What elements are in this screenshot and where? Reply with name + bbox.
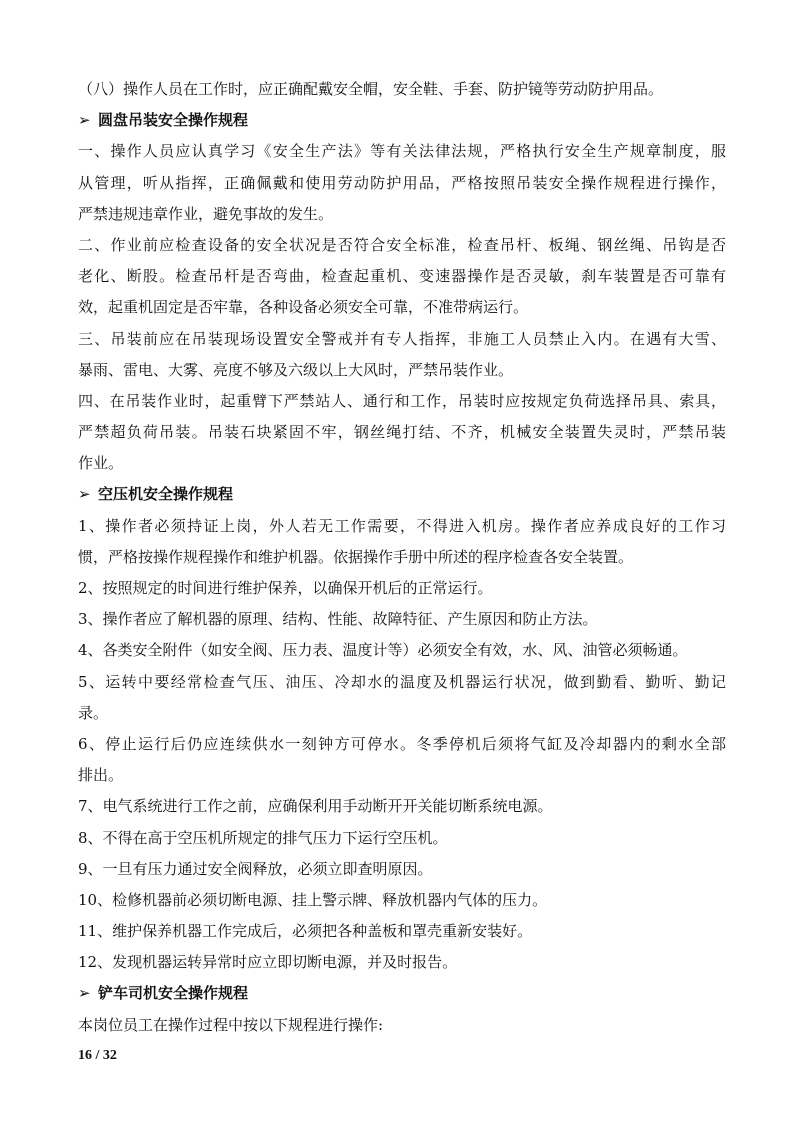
section-heading-text: 圆盘吊装安全操作规程 [98, 111, 249, 130]
text-line: 效，起重机固定是否牢靠，各种设备必须安全可靠，不准带病运行。 [78, 298, 529, 317]
text-line: 3、操作者应了解机器的原理、结构、性能、故障特征、产生原因和防止方法。 [78, 610, 598, 629]
text-line: 10、检修机器前必须切断电源、挂上警示牌、释放机器内气体的压力。 [78, 890, 548, 909]
text-line: 2、按照规定的时间进行维护保养，以确保开机后的正常运行。 [78, 579, 493, 597]
text-line: 作业。 [78, 454, 124, 473]
section-heading-text: 铲车司机安全操作规程 [98, 984, 249, 1003]
text-line: 9、一旦有压力通过安全阀释放，必须立即查明原因。 [78, 859, 433, 878]
text-line: 1、操作者必须持证上岗，外人若无工作需要，不得进入机房。操作者应养成良好的工作习 [78, 516, 726, 535]
paragraph [78, 885, 726, 916]
page-number: 16 / 32 [78, 1048, 117, 1063]
arrow-bullet-icon: ➢ [78, 485, 91, 504]
text-line: 二、作业前应检查设备的安全状况是否符合安全标准，检查吊杆、板绳、钢丝绳、吊钩是否 [78, 235, 726, 254]
text-line: 四、在吊装作业时，起重臂下严禁站人、通行和工作，吊装时应按规定负荷选择吊具、索具， [78, 391, 726, 410]
text-line: 本岗位员工在操作过程中按以下规程进行操作: [78, 1015, 384, 1034]
paragraph [78, 136, 726, 230]
paragraph [78, 74, 726, 105]
paragraph [78, 667, 726, 729]
text-line: 从管理，听从指挥，正确佩戴和使用劳动防护用品，严格按照吊装安全操作规程进行操作， [78, 173, 726, 192]
paragraph [78, 230, 726, 324]
section-heading [78, 479, 726, 510]
paragraph [78, 947, 726, 978]
text-line: 12、发现机器运转异常时应立即切断电源，并及时报告。 [78, 953, 458, 972]
paragraph [78, 854, 726, 885]
text-line: 惯，严格按操作规程操作和维护机器。依据操作手册中所述的程序检查各安全装置。 [78, 547, 634, 566]
text-line: 6、停止运行后仍应连续供水一刻钟方可停水。冬季停机后须将气缸及冷却器内的剩水全部 [78, 734, 726, 753]
text-line: 老化、断股。检查吊杆是否弯曲，检查起重机、变速器操作是否灵敏，刹车装置是否可靠有 [78, 267, 726, 286]
paragraph [78, 511, 726, 573]
text-line: 三、吊装前应在吊装现场设置安全警戒并有专人指挥，非施工人员禁止入内。在遇有大雪、 [78, 329, 726, 348]
paragraph [78, 573, 726, 604]
section-heading [78, 105, 726, 136]
text-line: 4、各类安全附件（如安全阀、压力表、温度计等）必须安全有效，水、风、油管必须畅通。 [78, 641, 688, 660]
text-line: 严禁违规违章作业，避免事故的发生。 [78, 204, 334, 223]
paragraph [78, 916, 726, 947]
paragraph [78, 729, 726, 791]
text-line: 8、不得在高于空压机所规定的排气压力下运行空压机。 [78, 828, 448, 847]
paragraph [78, 823, 726, 854]
arrow-bullet-icon: ➢ [78, 111, 91, 130]
paragraph [78, 635, 726, 666]
paragraph [78, 386, 726, 480]
paragraph [78, 324, 726, 386]
paragraph [78, 1010, 726, 1041]
section-heading [78, 978, 726, 1009]
section-heading-text: 空压机安全操作规程 [98, 485, 234, 504]
text-line: （八）操作人员在工作时，应正确配戴安全帽，安全鞋、手套、防护镜等劳动防护用品。 [78, 80, 664, 98]
text-line: 7、电气系统进行工作之前，应确保利用手动断开开关能切断系统电源。 [78, 797, 553, 816]
paragraph [78, 791, 726, 822]
document-body [78, 74, 726, 1041]
text-line: 排出。 [78, 766, 124, 785]
text-line: 5、运转中要经常检查气压、油压、冷却水的温度及机器运行状况，做到勤看、勤听、勤记 [78, 672, 726, 691]
arrow-bullet-icon: ➢ [78, 984, 91, 1003]
text-line: 一、操作人员应认真学习《安全生产法》等有关法律法规，严格执行安全生产规章制度，服 [78, 142, 726, 161]
text-line: 暴雨、雷电、大雾、亮度不够及六级以上大风时，严禁吊装作业。 [78, 360, 514, 379]
text-line: 11、维护保养机器工作完成后，必须把各种盖板和罩壳重新安装好。 [78, 922, 533, 941]
paragraph [78, 604, 726, 635]
text-line: 严禁超负荷吊装。吊装石块紧固不牢，钢丝绳打结、不齐，机械安全装置失灵时，严禁吊装 [78, 423, 726, 442]
text-line: 录。 [78, 703, 109, 722]
